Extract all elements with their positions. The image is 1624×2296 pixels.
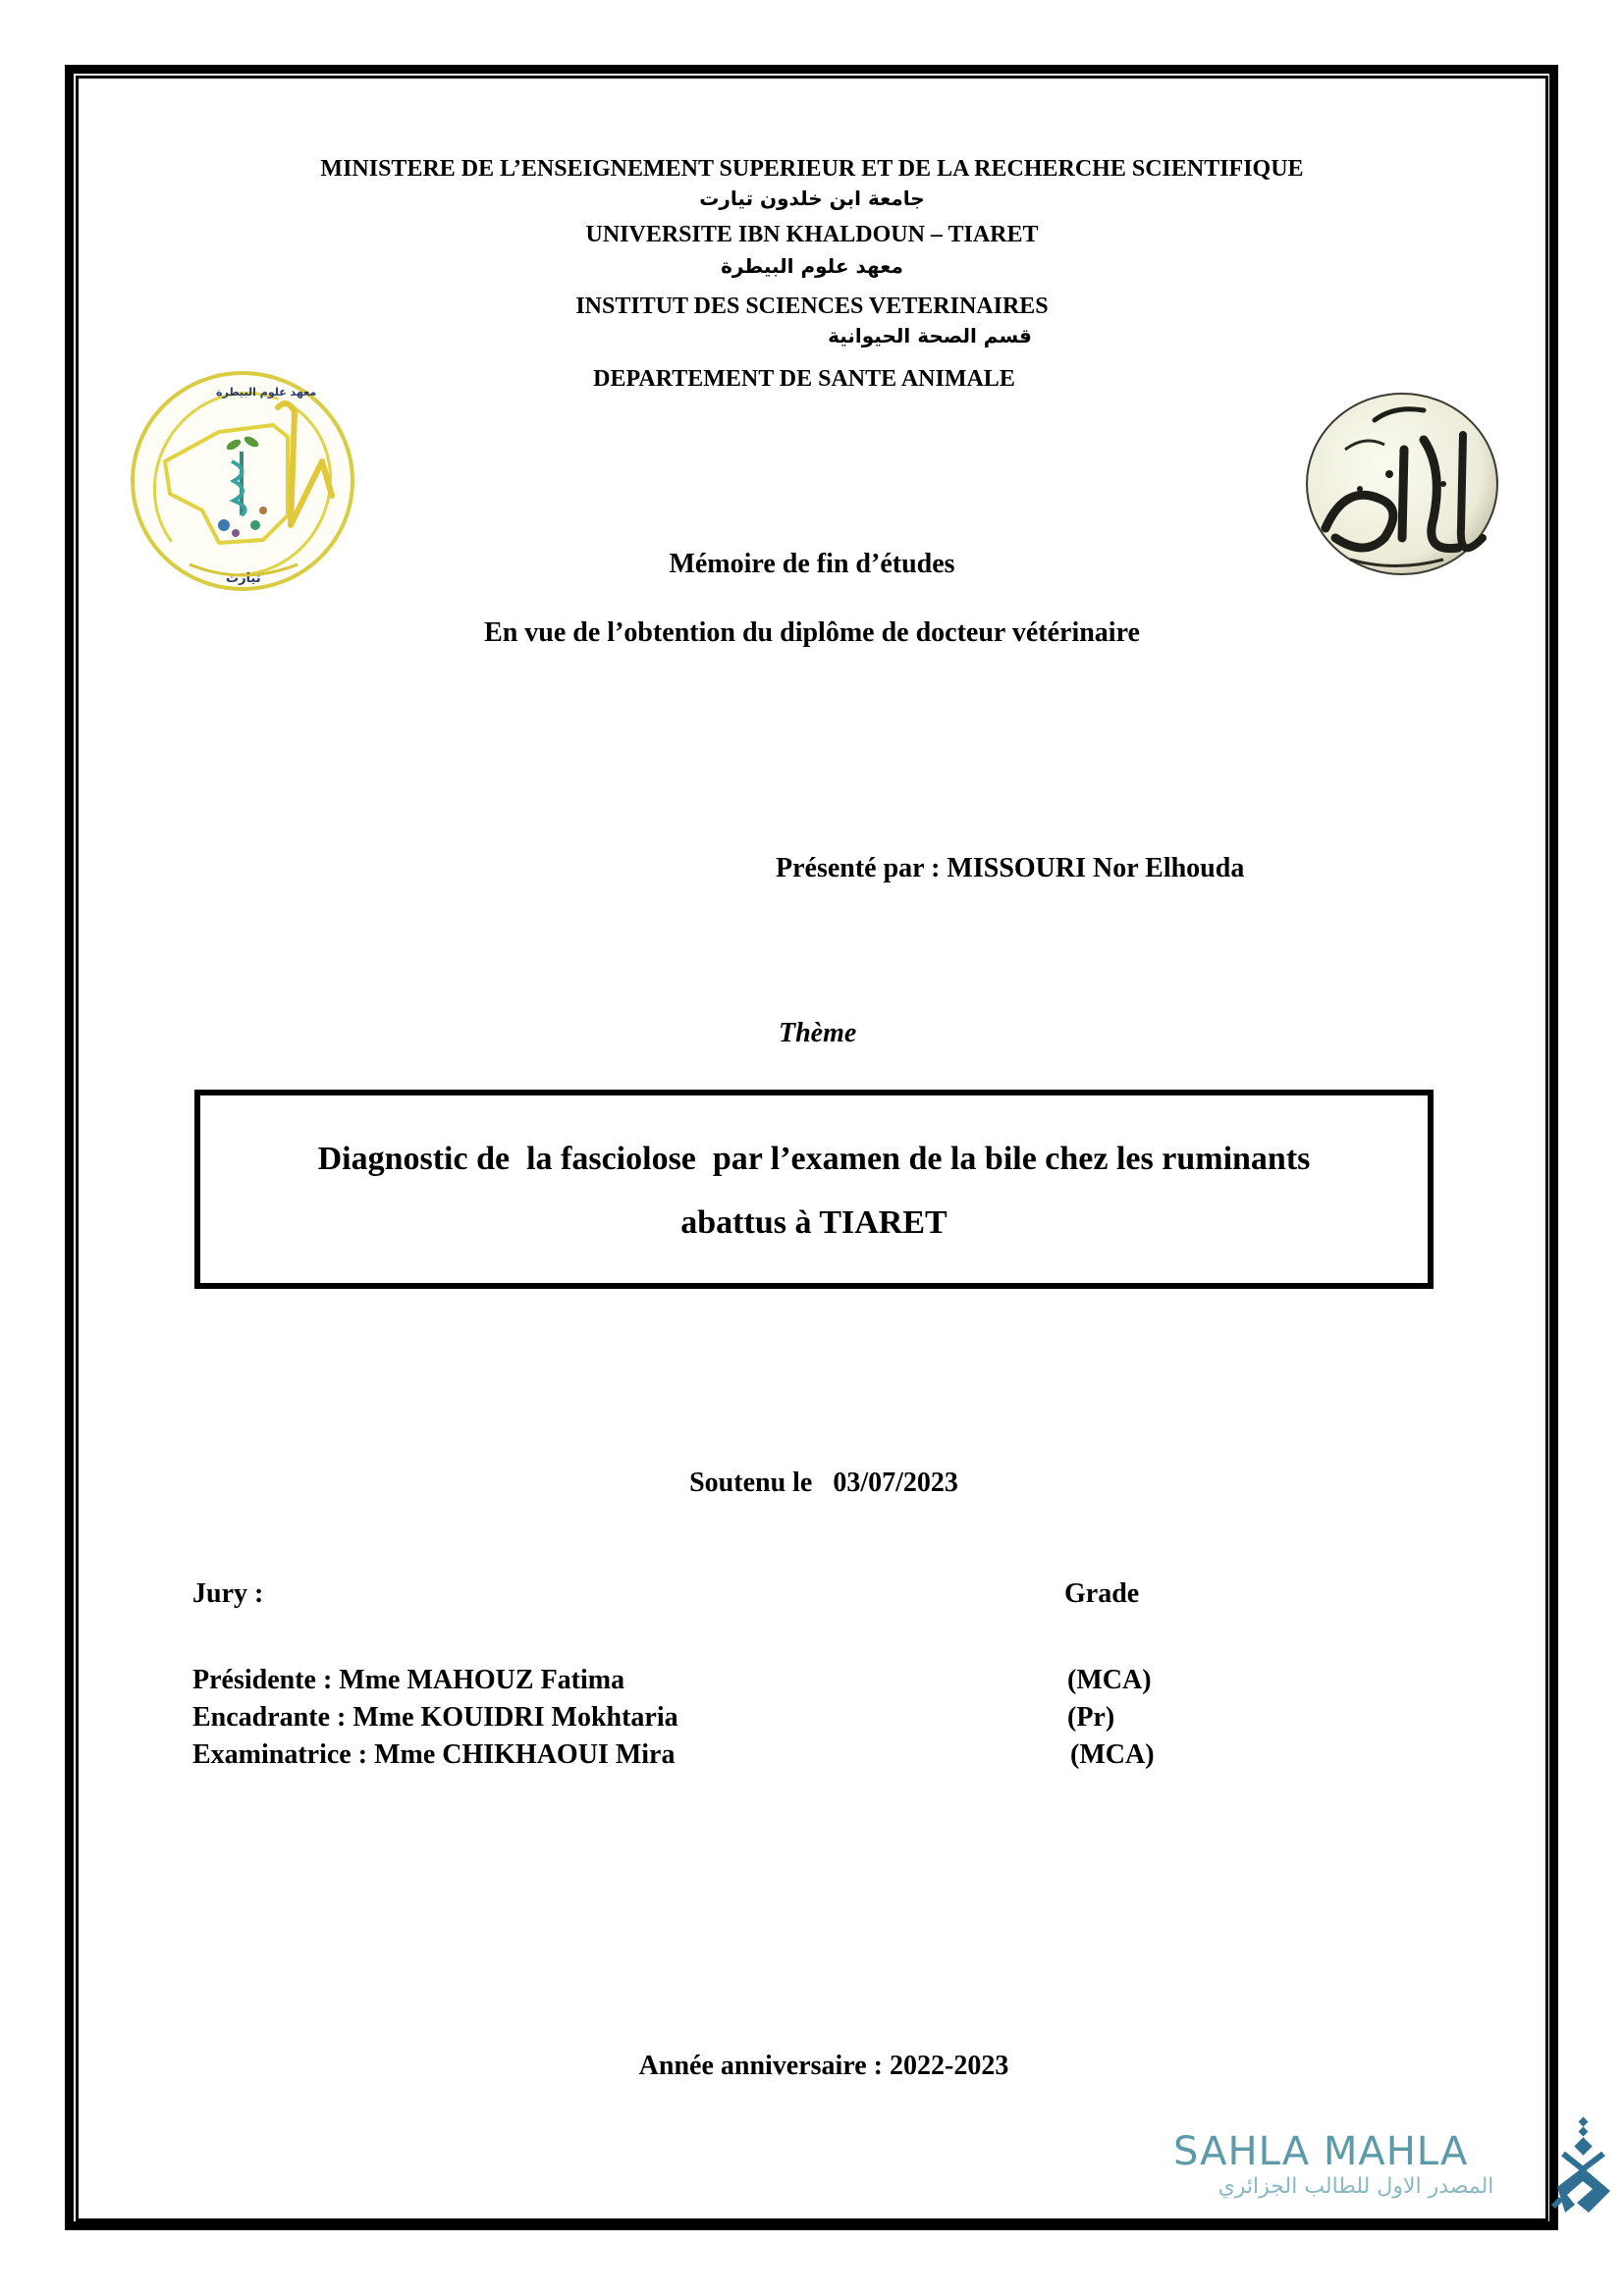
- jury-member-supervisor: Encadrante : Mme KOUIDRI Mokhtaria: [192, 1702, 678, 1733]
- watermark-tagline: المصدر الاول للطالب الجزائري: [1218, 2174, 1494, 2199]
- sahla-mahla-watermark: [1173, 2130, 1546, 2209]
- jury-grade-president: (MCA): [1067, 1665, 1152, 1695]
- grade-label: Grade: [1064, 1578, 1140, 1609]
- institute-heading-arabic: معهد علوم البيطرة: [721, 254, 903, 278]
- university-heading-arabic: جامعة ابن خلدون تيارت: [699, 187, 925, 210]
- university-heading: UNIVERSITE IBN KHALDOUN – TIARET: [585, 222, 1039, 247]
- watermark-brand: SAHLA MAHLA: [1173, 2129, 1469, 2174]
- academic-year: Année anniversaire : 2022-2023: [638, 2051, 1009, 2081]
- jury-grade-examiner: (MCA): [1070, 1739, 1155, 1770]
- theme-label: Thème: [779, 1018, 857, 1048]
- thesis-title-line-1: Diagnostic de la fasciolose par l’examen de la bile chez les ruminants: [317, 1141, 1311, 1177]
- thesis-title-box: [194, 1090, 1434, 1289]
- thesis-title-line-2: abattus à TIARET: [680, 1204, 947, 1241]
- logo-bottom-text: تيارت: [226, 571, 261, 586]
- institute-heading: INSTITUT DES SCIENCES VETERINAIRES: [575, 294, 1049, 319]
- jury-member-examiner: Examinatrice : Mme CHIKHAOUI Mira: [192, 1739, 676, 1770]
- jury-grade-supervisor: (Pr): [1067, 1702, 1115, 1733]
- ministry-heading: MINISTERE DE L’ENSEIGNEMENT SUPERIEUR ET DE LA RECHERCHE SCIENTIFIQUE: [320, 156, 1304, 182]
- logo-top-text: معهد علوم البيطرة: [216, 386, 317, 399]
- degree-purpose: En vue de l’obtention du diplôme de docteur vétérinaire: [484, 617, 1140, 648]
- jury-label: Jury :: [192, 1578, 264, 1609]
- document-type: Mémoire de fin d’études: [669, 549, 955, 579]
- author-line: Présenté par : MISSOURI Nor Elhouda: [776, 853, 1245, 883]
- department-heading: DEPARTEMENT DE SANTE ANIMALE: [593, 366, 1015, 392]
- jury-member-president: Présidente : Mme MAHOUZ Fatima: [192, 1665, 625, 1695]
- defense-date: Soutenu le 03/07/2023: [689, 1468, 958, 1498]
- department-heading-arabic: قسم الصحة الحيوانية: [828, 324, 1032, 347]
- sahla-mahla-logo-icon: [1549, 2110, 1618, 2218]
